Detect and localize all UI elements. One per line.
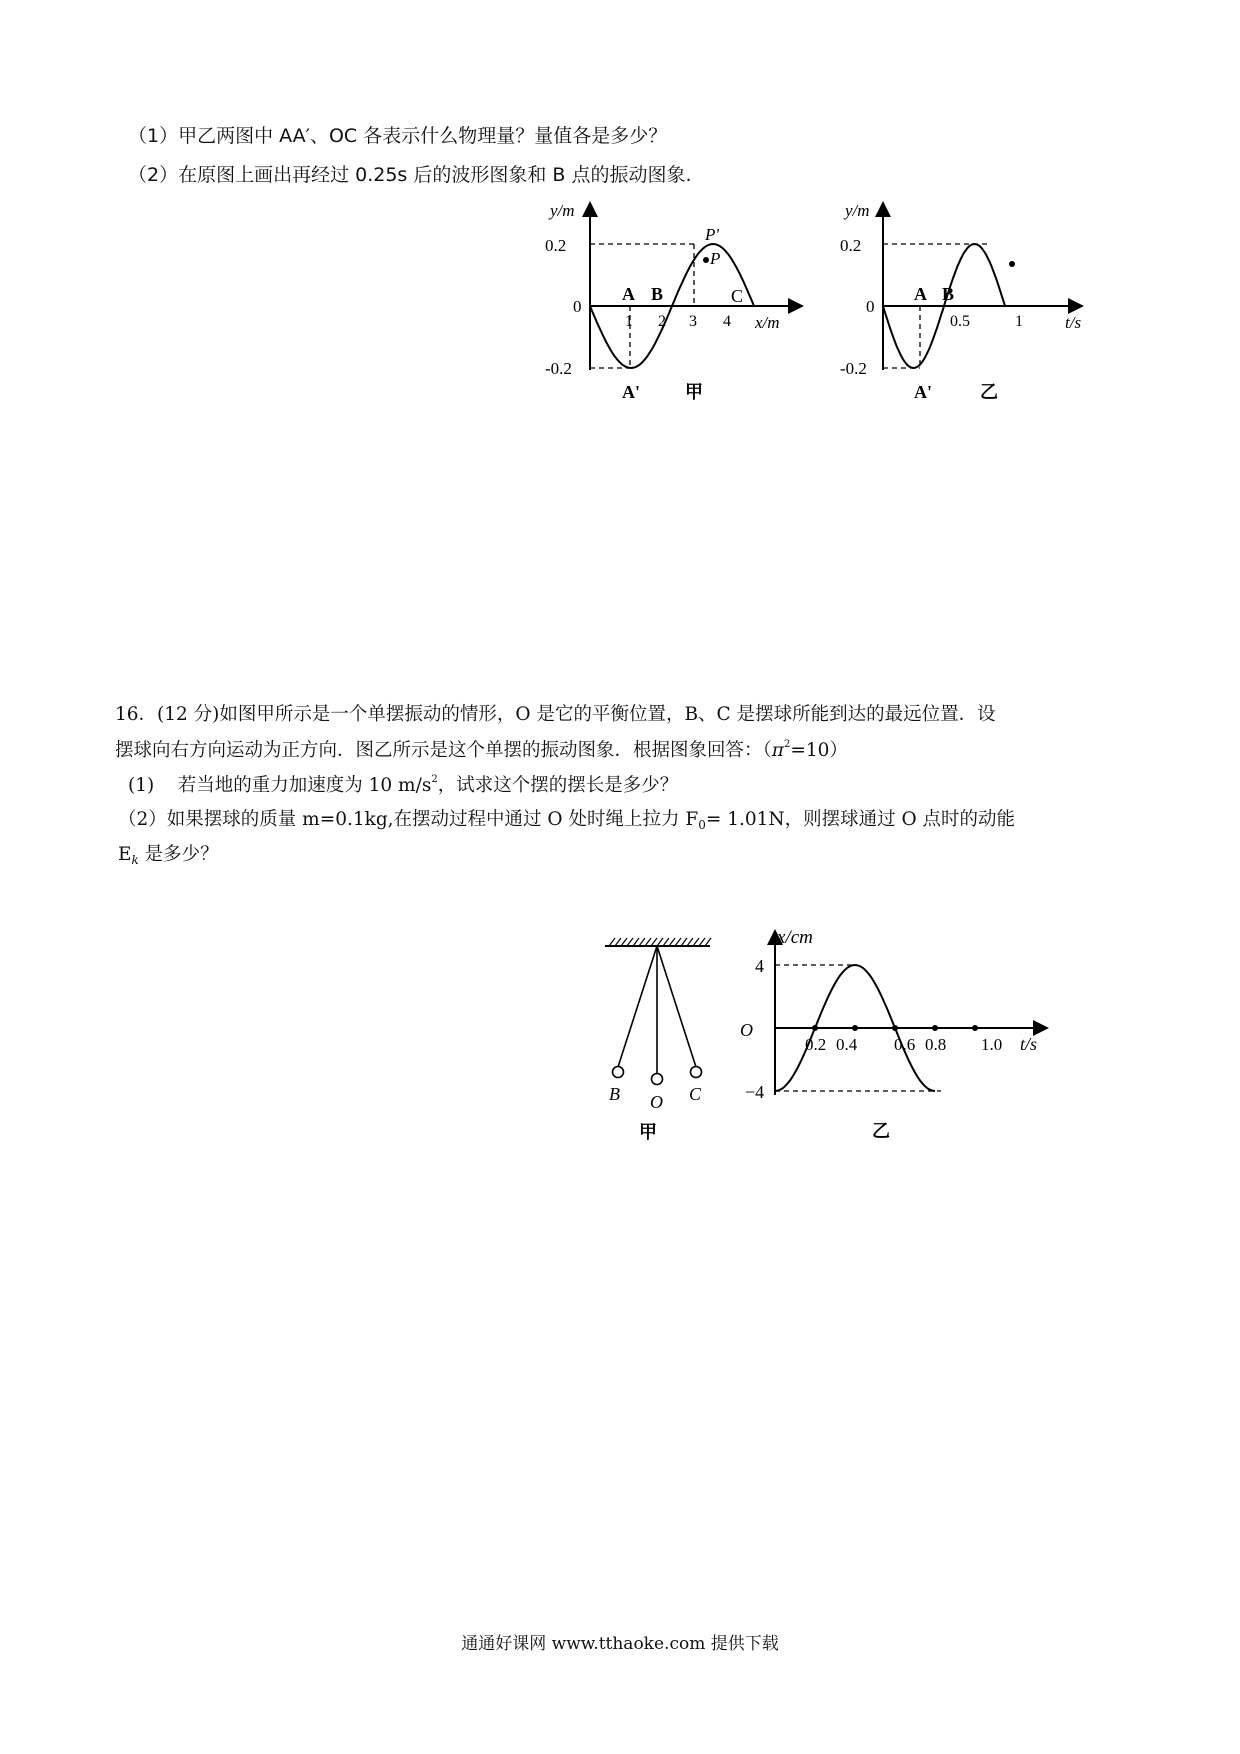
string-c (657, 946, 696, 1067)
y-tick: 0.2 (545, 236, 567, 255)
label-c: C (731, 286, 744, 306)
y-axis-label: y/m (845, 201, 870, 220)
label-c: C (689, 1084, 702, 1104)
q15-part2: （2）在原图上画出再经过 0.25s 后的波形图象和 B 点的振动图象. (128, 164, 692, 186)
label-b: B (942, 284, 955, 304)
label-a: A (914, 284, 927, 304)
string-b (618, 946, 657, 1067)
hatch-line (693, 938, 699, 946)
label-b: B (651, 284, 664, 304)
q16-part2-text-b: = 1.01N，则摆球通过 O 点时的动能 (705, 809, 1016, 830)
q16-part1-exponent: 2 (431, 774, 438, 785)
label-b: B (609, 1084, 620, 1104)
q16-intro-line1: 16．(12 分)如图甲所示是一个单摆振动的情形，O 是它的平衡位置，B、C 是摆球所能到达的最远位置．设 (115, 704, 996, 725)
t-tick: 0.8 (925, 1035, 947, 1054)
tick-dot (892, 1025, 898, 1031)
label-p: P (710, 249, 721, 268)
t-axis-label: t/s (1020, 1034, 1038, 1054)
q16-part2-line2 (118, 840, 219, 867)
y-tick: 4 (755, 956, 764, 976)
t-tick: 1 (1015, 313, 1023, 330)
label-a: A (622, 284, 635, 304)
label-o: O (650, 1092, 663, 1112)
q16-part1-tail: ，试求这个摆的摆长是多少？ (437, 775, 679, 796)
hatch-line (657, 938, 663, 946)
origin-label: O (740, 1020, 753, 1040)
x-tick: 3 (689, 313, 697, 330)
label-a-prime: A' (914, 382, 932, 402)
hatch-line (675, 938, 681, 946)
label-a-prime: A' (622, 382, 640, 402)
y-tick: -0.2 (545, 359, 572, 378)
point-p (703, 257, 709, 263)
hatch-line (669, 938, 675, 946)
hatch-line (687, 938, 693, 946)
hatch-line (681, 938, 687, 946)
bob-c (691, 1067, 702, 1078)
caption-jia: 甲 (685, 382, 703, 402)
tick-dot (932, 1025, 938, 1031)
hatch-line (627, 938, 633, 946)
ceiling-hatch (609, 938, 711, 946)
caption-jia: 甲 (639, 1122, 657, 1142)
tick-dot (972, 1025, 978, 1031)
x-axis-label: x/m (755, 313, 780, 332)
t-axis-label: t/s (1065, 313, 1082, 332)
y-tick: 0.2 (840, 236, 862, 255)
y-tick: 0 (573, 297, 582, 316)
q16-intro2-text: 摆球向右方向运动为正方向．图乙所示是这个单摆的振动图象．根据图象回答：（ (115, 740, 772, 761)
hatch-line (705, 938, 711, 946)
hatch-line (633, 938, 639, 946)
bob-o (652, 1074, 663, 1085)
wave-graph-jia (545, 200, 825, 410)
x-axis-label: x/cm (777, 927, 813, 948)
label-p-prime: P' (705, 225, 720, 244)
pi-symbol: π (771, 740, 784, 761)
hatch-line (609, 938, 615, 946)
caption-yi: 乙 (872, 1121, 890, 1141)
footer: 通通好课网 www.tthaoke.com 提供下载 (461, 1634, 779, 1654)
hatch-line (699, 938, 705, 946)
t-tick: 0.6 (894, 1035, 916, 1054)
pendulum-graph (735, 925, 1065, 1150)
curve-dot (1009, 261, 1015, 267)
q16-part2-line1 (118, 805, 1015, 832)
t-tick: 0.4 (836, 1035, 858, 1054)
vibration-graph-yi (840, 200, 1105, 410)
q15-part1: （1）甲乙两图中 AA′、OC 各表示什么物理量？量值各是多少？ (128, 125, 668, 147)
x-tick: 2 (658, 313, 666, 330)
hatch-line (663, 938, 669, 946)
hatch-line (639, 938, 645, 946)
q16-part2-line2-text: 是多少？ (138, 844, 219, 865)
q16-part1-label: (1) (128, 775, 155, 796)
y-tick: -0.2 (840, 359, 867, 378)
q16-part1-text: 若当地的重力加速度为 10 m/s (177, 775, 432, 796)
q16-intro-line2 (115, 736, 848, 762)
t-tick: 1.0 (981, 1035, 1003, 1054)
close-paren: ） (829, 740, 848, 761)
pi-value: =10 (790, 740, 830, 761)
pendulum-figure (595, 930, 725, 1145)
q16-part2-text-a: （2）如果摆球的质量 m=0.1kg,在摆动过程中通过 O 处时绳上拉力 F (118, 809, 699, 830)
tick-dot (852, 1025, 858, 1031)
caption-yi: 乙 (980, 382, 998, 402)
y-tick: 0 (866, 297, 875, 316)
t-tick: 0.5 (950, 313, 970, 330)
x-tick: 4 (723, 313, 731, 330)
x-tick: 1 (625, 313, 633, 330)
pi-exponent: 2 (783, 739, 791, 750)
t-tick: 0.2 (805, 1035, 827, 1054)
hatch-line (651, 938, 657, 946)
bob-b (613, 1067, 624, 1078)
q16-part1 (128, 771, 678, 797)
hatch-line (621, 938, 627, 946)
q16-part2-subscript: 0 (698, 818, 706, 832)
ek-symbol: E (118, 844, 132, 865)
tick-dot (812, 1025, 818, 1031)
y-axis-label: y/m (550, 201, 575, 220)
hatch-line (615, 938, 621, 946)
ek-subscript: k (131, 853, 139, 867)
hatch-line (645, 938, 651, 946)
y-tick: −4 (745, 1082, 765, 1102)
